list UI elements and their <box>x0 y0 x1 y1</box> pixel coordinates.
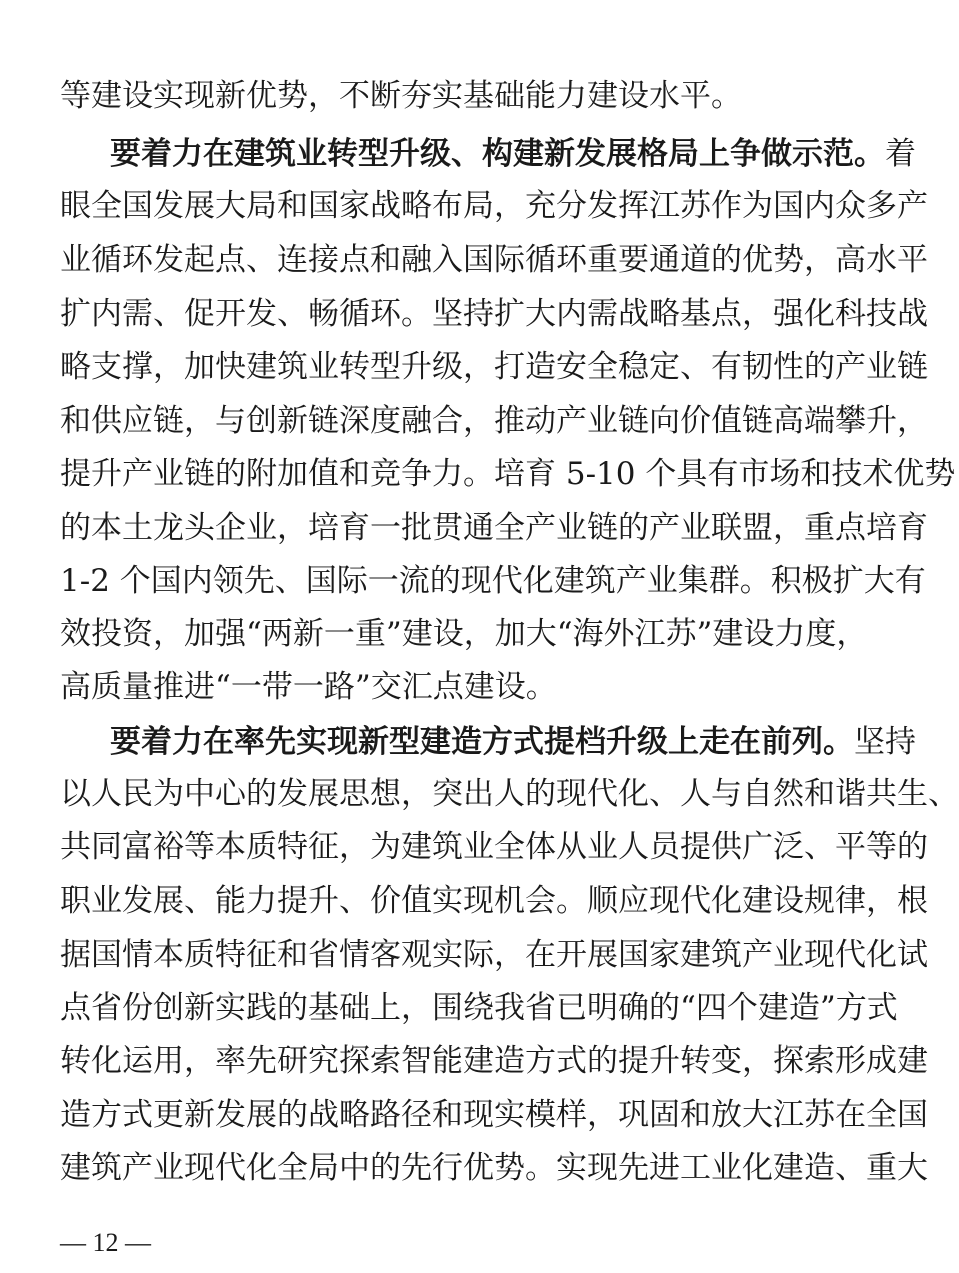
line-text: 扩内需、促开发、畅循环。坚持扩大内需战略基点，强化科技战 <box>60 296 928 332</box>
line-text: 眼全国发展大局和国家战略布局，充分发挥江苏作为国内众多产 <box>60 188 928 224</box>
text-line <box>60 935 928 975</box>
paragraph-heading-line <box>110 722 916 762</box>
line-text: 高质量推进“一带一路”交汇点建设。 <box>60 669 557 705</box>
line-text: 点省份创新实践的基础上，围绕我省已明确的“四个建造”方式 <box>60 990 898 1026</box>
text-line <box>60 186 928 226</box>
text-line <box>60 667 860 707</box>
line-text: 共同富裕等本质特征，为建筑业全体从业人员提供广泛、平等的 <box>60 829 928 865</box>
text-line <box>60 1148 928 1188</box>
page-number: — 12 — <box>60 1228 151 1257</box>
line-text: 提升产业链的附加值和竞争力。培育 5-10 个具有市场和技术优势 <box>60 456 956 492</box>
line-text: 以人民为中心的发展思想，突出人的现代化、人与自然和谐共生、 <box>60 776 959 812</box>
line-text: 1-2 个国内领先、国际一流的现代化建筑产业集群。积极扩大有 <box>60 563 926 599</box>
line-text: 和供应链，与创新链深度融合，推动产业链向价值链高端攀升， <box>60 403 928 439</box>
text-line <box>60 827 928 867</box>
text-line <box>60 347 928 387</box>
text-line <box>60 561 926 601</box>
text-line <box>60 508 928 548</box>
line-text: 业循环发起点、连接点和融入国际循环重要通道的优势，高水平 <box>60 242 928 278</box>
text-line <box>60 1095 928 1135</box>
line-text: 略支撑，加快建筑业转型升级，打造安全稳定、有韧性的产业链 <box>60 349 928 385</box>
paragraph-heading-line <box>110 134 916 174</box>
text-line <box>60 294 928 334</box>
line-text: 坚持 <box>854 724 916 760</box>
text-line <box>60 881 928 921</box>
line-text: 的本土龙头企业，培育一批贯通全产业链的产业联盟，重点培育 <box>60 510 928 546</box>
text-line <box>60 774 959 814</box>
line-text: 职业发展、能力提升、价值实现机会。顺应现代化建设规律，根 <box>60 883 928 919</box>
text-line <box>60 988 898 1028</box>
text-line <box>60 240 928 280</box>
line-text: 效投资，加强“两新一重”建设，加大“海外江苏”建设力度， <box>60 616 868 652</box>
text-line <box>60 401 928 441</box>
line-text: 等建设实现新优势，不断夯实基础能力建设水平。 <box>60 78 742 114</box>
line-text: 据国情本质特征和省情客观实际，在开展国家建筑产业现代化试 <box>60 937 928 973</box>
line-text: 建筑产业现代化全局中的先行优势。实现先进工业化建造、重大 <box>60 1150 928 1186</box>
text-line <box>60 454 956 494</box>
text-line <box>60 76 860 116</box>
line-text: 转化运用，率先研究探索智能建造方式的提升转变，探索形成建 <box>60 1043 928 1079</box>
line-text: 造方式更新发展的战略路径和现实模样，巩固和放大江苏在全国 <box>60 1097 928 1133</box>
line-text: 着 <box>885 136 916 172</box>
text-line <box>60 1041 928 1081</box>
text-line <box>60 614 868 654</box>
paragraph-heading: 要着力在率先实现新型建造方式提档升级上走在前列。 <box>110 724 854 760</box>
paragraph-heading: 要着力在建筑业转型升级、构建新发展格局上争做示范。 <box>110 136 885 172</box>
